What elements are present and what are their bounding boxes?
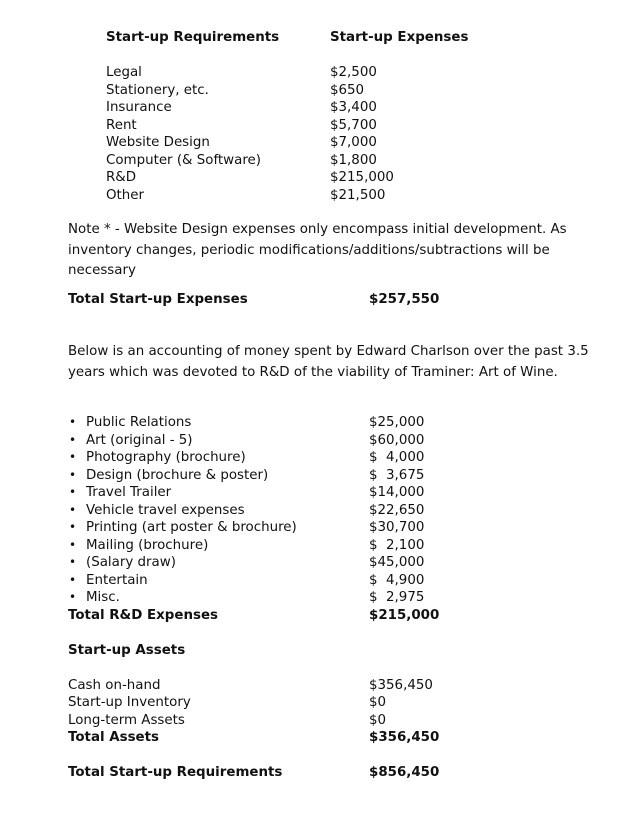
total-assets-value: $356,450: [369, 730, 440, 745]
startup-row-label: Insurance: [106, 100, 172, 115]
bullet-icon: •: [69, 590, 77, 604]
startup-row-label: Stationery, etc.: [106, 82, 209, 98]
startup-assets-heading: Start-up Assets: [68, 642, 186, 658]
rd-intro-paragraph: Below is an accounting of money spent by Edward Charlson over the past 3.5 years which was devoted to R&D of the viability of Traminer: Art of Wine.: [68, 344, 589, 380]
bullet-icon: •: [69, 485, 77, 499]
startup-row-value: $5,700: [330, 117, 377, 133]
rd-item-value: $30,700: [369, 520, 425, 535]
startup-row-value: $7,000: [330, 135, 377, 150]
rd-item-label: Printing (art poster & brochure): [86, 520, 297, 535]
rd-item-label: Public Relations: [86, 415, 192, 430]
startup-row-label: R&D: [106, 170, 137, 185]
asset-row-label: Start-up Inventory: [68, 695, 191, 710]
bullet-icon: •: [69, 537, 77, 552]
rd-item-value: $45,000: [369, 555, 425, 570]
rd-item-value: $14,000: [369, 485, 425, 500]
startup-row-value: $650: [330, 82, 365, 98]
startup-row-value: $1,800: [330, 152, 377, 168]
total-startup-requirements-label: Total Start-up Requirements: [68, 765, 283, 780]
rd-item-label: Art (original - 5): [86, 432, 193, 448]
bullet-icon: •: [69, 467, 77, 482]
rd-item-label: Entertain: [86, 572, 148, 588]
startup-row-value: $2,500: [330, 65, 377, 80]
startup-row-label: Rent: [106, 117, 137, 133]
total-rd-label: Total R&D Expenses: [68, 607, 219, 623]
startup-row-label: Legal: [106, 65, 142, 80]
rd-item-value: $ 2,975: [369, 590, 425, 605]
bullet-icon: •: [69, 572, 77, 587]
rd-item-value: $ 3,675: [369, 467, 425, 483]
rd-item-label: Design (brochure & poster): [86, 467, 269, 483]
bullet-icon: •: [69, 502, 77, 517]
rd-item-label: Photography (brochure): [86, 450, 246, 465]
startup-expenses-header: Start-up Expenses: [330, 30, 469, 45]
rd-item-label: Misc.: [86, 590, 120, 605]
rd-item-label: Vehicle travel expenses: [86, 502, 245, 518]
bullet-icon: •: [69, 520, 77, 534]
startup-row-label: Other: [106, 187, 145, 203]
bullet-icon: •: [69, 555, 77, 569]
rd-item-label: Mailing (brochure): [86, 537, 209, 553]
bullet-icon: •: [69, 415, 77, 429]
bullet-icon: •: [69, 450, 77, 464]
startup-row-label: Website Design: [106, 135, 210, 150]
startup-row-label: Computer (& Software): [106, 152, 261, 168]
rd-item-value: $ 4,000: [369, 450, 425, 465]
startup-row-value: $3,400: [330, 100, 377, 115]
total-startup-requirements-value: $856,450: [369, 765, 440, 780]
asset-row-value: $0: [369, 712, 387, 728]
rd-item-value: $ 2,100: [369, 537, 425, 553]
website-design-note: Note * - Website Design expenses only encompass initial development. As inventory changes, periodic modifications/additions/subtractions will be necessary: [68, 222, 567, 278]
startup-row-value: $215,000: [330, 170, 394, 185]
rd-item-value: $25,000: [369, 415, 425, 430]
rd-item-value: $ 4,900: [369, 572, 425, 588]
startup-row-value: $21,500: [330, 187, 386, 203]
rd-item-value: $60,000: [369, 432, 425, 448]
total-rd-value: $215,000: [369, 607, 440, 623]
rd-item-value: $22,650: [369, 502, 425, 518]
startup-requirements-header: Start-up Requirements: [106, 30, 280, 45]
total-assets-label: Total Assets: [68, 730, 160, 745]
total-startup-expenses-label: Total Start-up Expenses: [68, 292, 248, 307]
bullet-icon: •: [69, 432, 77, 447]
asset-row-value: $356,450: [369, 677, 433, 693]
asset-row-label: Cash on-hand: [68, 677, 161, 693]
asset-row-label: Long-term Assets: [68, 712, 185, 728]
asset-row-value: $0: [369, 695, 387, 710]
total-startup-expenses-value: $257,550: [369, 292, 440, 307]
rd-item-label: (Salary draw): [86, 555, 176, 570]
rd-item-label: Travel Trailer: [86, 485, 172, 500]
